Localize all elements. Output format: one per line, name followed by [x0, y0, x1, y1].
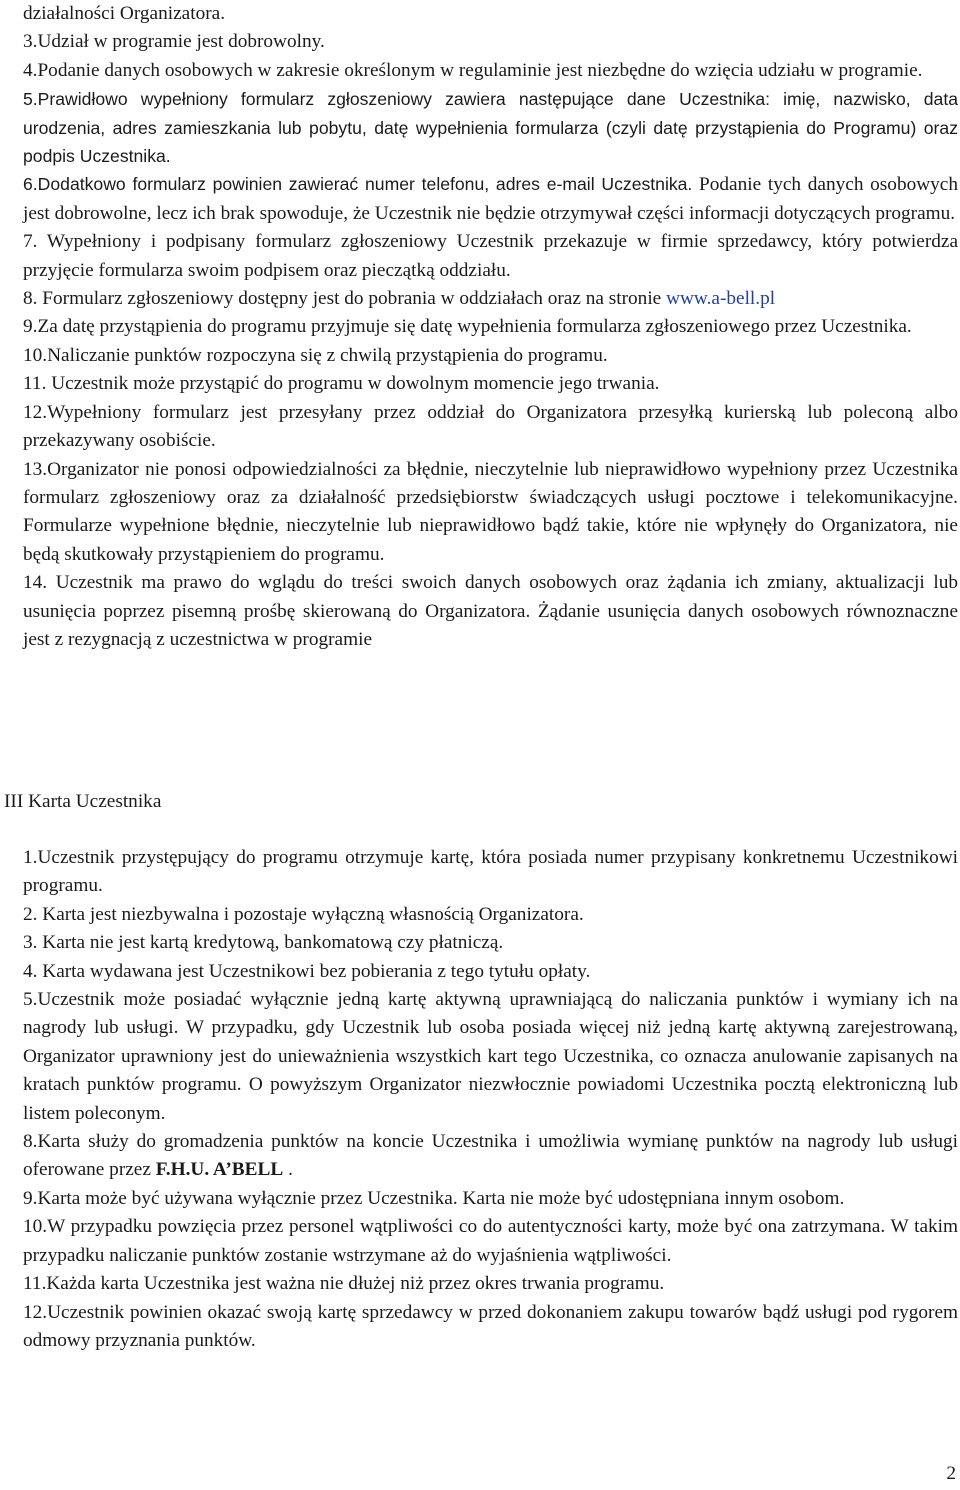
paragraph-item-12: 12.Wypełniony formularz jest przesyłany przez oddział do Organizatora przesyłką kurierską lub poleconą albo przekazywany osobiście. [23, 401, 958, 452]
paragraph-item-6 [23, 170, 958, 228]
paragraph-item-11: 11. Uczestnik może przystąpić do programu w dowolnym momencie jego trwania. [23, 373, 660, 395]
card-item-9: 9.Karta może być używana wyłącznie przez Uczestnika. Karta nie może być udostępniana innym osobom. [23, 1187, 845, 1209]
paragraph-continuation: działalności Organizatora. [23, 3, 226, 24]
card-item-12: 12.Uczestnik powinien okazać swoją kartę sprzedawcy w przed dokonaniem zakupu towarów bądź usługi pod rygorem odmowy przyznania punktów. [23, 1301, 958, 1351]
section-3-body [23, 844, 958, 1355]
page-number: 2 [946, 1463, 956, 1484]
item-6-sans-part: 6.Dodatkowo formularz powinien zawierać numer telefonu, adres e-mail Uczestnika. [23, 174, 693, 195]
website-link[interactable]: www.a-bell.pl [666, 288, 776, 310]
section-3-heading: III Karta Uczestnika [4, 791, 162, 812]
paragraph-item-8 [23, 285, 958, 313]
paragraph-item-9: 9.Za datę przystąpienia do programu przyjmuje się datę wypełnienia formularza zgłoszeniowego przez Uczestnika. [23, 316, 912, 338]
card-item-2: 2. Karta jest niezbywalna i pozostaje wyłączną własnością Organizatora. [23, 903, 584, 925]
card-item-5: 5.Uczestnik może posiadać wyłącznie jedną kartę aktywną uprawniającą do naliczania punktów i wymiany ich na nagrody lub usługi. W przypadku, gdy Uczestnik lub osoba posiada więcej niż jedną kartę aktywną zarejestrowaną, Organizator uprawniony jest do unieważnienia wszystkich kart tego Uczestnika, co oznacza anulowanie zapisanych na kratach punktów programu. O powyższym Organizator niezwłocznie powiadomi Uczestnika pocztą elektroniczną lub listem poleconym. [23, 989, 958, 1124]
paragraph-item-10: 10.Naliczanie punktów rozpoczyna się z chwilą przystąpienia do programu. [23, 344, 608, 366]
item-8-text: 8. Formularz zgłoszeniowy dostępny jest do pobrania w oddziałach oraz na stronie [23, 288, 667, 310]
section-2-continued [23, 0, 958, 654]
paragraph-item-13: 13.Organizator nie ponosi odpowiedzialności za błędnie, nieczytelnie lub nieprawidłowo wypełniony przez Uczestnika formularz zgłoszeniowy oraz za działalność przedsiębiorstw świadczących usługi pocztowe i telekomunikacyjne. Formularze wypełnione błędnie, nieczytelnie lub nieprawidłowo bądź takie, które nie wpłynęły do Organizatora, nie będą skutkowały przystąpieniem do programu. [23, 458, 958, 565]
card-item-8 [23, 1128, 958, 1185]
paragraph-item-3: 3.Udział w programie jest dobrowolny. [23, 31, 325, 53]
paragraph-item-14: 14. Uczestnik ma prawo do wglądu do treści swoich danych osobowych oraz żądania ich zmiany, aktualizacji lub usunięcia poprzez pisemną prośbę skierowaną do Organizatora. Żądanie usunięcia danych osobowych równoznaczne jest z rezygnacją z uczestnictwa w programie [23, 572, 958, 650]
paragraph-item-7: 7. Wypełniony i podpisany formularz zgłoszeniowy Uczestnik przekazuje w firmie sprzedawcy, który potwierdza przyjęcie formularza swoim podpisem oraz pieczątką oddziału. [23, 231, 958, 281]
company-name: F.H.U. A’BELL [155, 1159, 284, 1181]
card-item-4: 4. Karta wydawana jest Uczestnikowi bez pobierania z tego tytułu opłaty. [23, 960, 591, 982]
item-6-serif-part: Podanie tych danych osobowych jest dobrowolne, lecz ich brak spowoduje, że Uczestnik nie będzie otrzymywał części informacji dotyczących programu. [23, 174, 958, 224]
card-item-3: 3. Karta nie jest kartą kredytową, bankomatową czy płatniczą. [23, 932, 504, 954]
paragraph-item-5: 5.Prawidłowo wypełniony formularz zgłoszeniowy zawiera następujące dane Uczestnika: imię, nazwisko, data urodzenia, adres zamieszkania lub pobytu, datę wypełnienia formularza (czyli datę przystąpienia do Programu) oraz podpis Uczestnika. [23, 89, 958, 167]
card-item-8-end: . [283, 1159, 293, 1181]
card-item-1: 1.Uczestnik przystępujący do programu otrzymuje kartę, która posiada numer przypisany konkretnemu Uczestnikowi programu. [23, 847, 958, 897]
paragraph-item-4: 4.Podanie danych osobowych w zakresie określonym w regulaminie jest niezbędne do wzięcia udziału w programie. [23, 59, 923, 81]
card-item-11: 11.Każda karta Uczestnika jest ważna nie dłużej niż przez okres trwania programu. [23, 1273, 665, 1295]
card-item-8-text: 8.Karta służy do gromadzenia punktów na koncie Uczestnika i umożliwia wymianę punktów na nagrody lub usługi oferowane przez [23, 1131, 958, 1181]
card-item-10: 10.W przypadku powzięcia przez personel wątpliwości co do autentyczności karty, może być ona zatrzymana. W takim przypadku naliczanie punktów zostanie wstrzymane aż do wyjaśnienia wątpliwości. [23, 1216, 958, 1266]
